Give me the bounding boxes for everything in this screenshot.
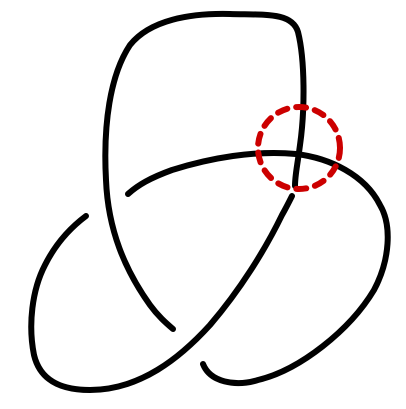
knot-strand-arc-c [31, 196, 292, 390]
knot-strand-arc-b [105, 14, 303, 329]
knot-strand-arc-a [128, 153, 388, 383]
